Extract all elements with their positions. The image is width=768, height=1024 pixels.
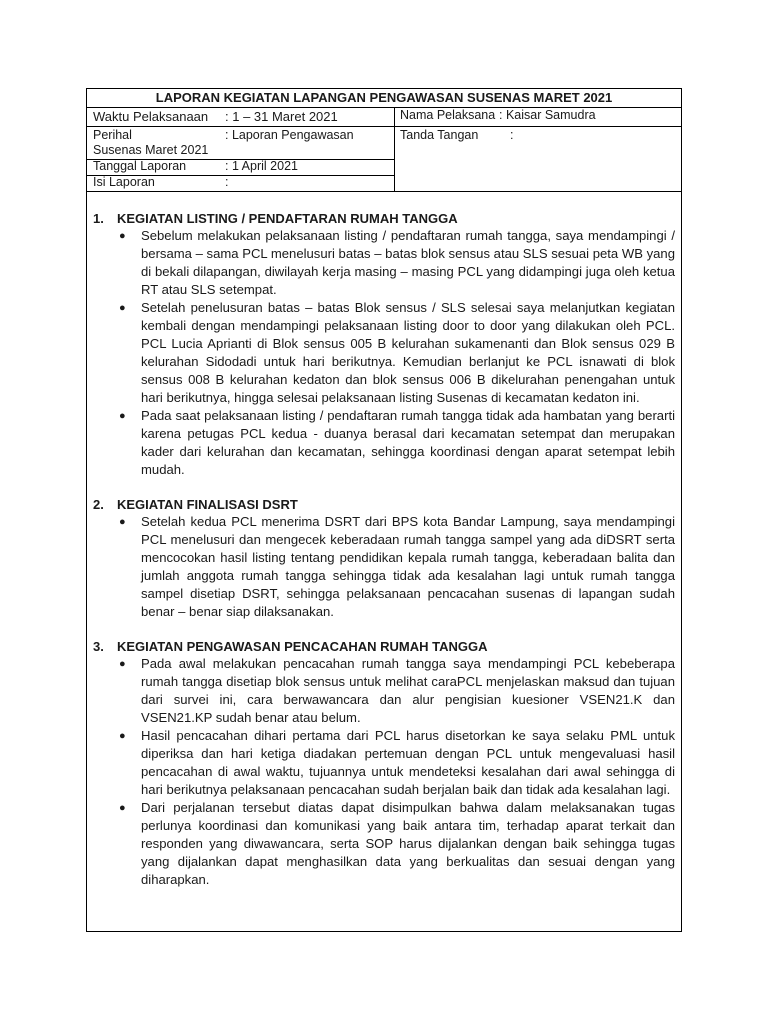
isi-value: : bbox=[225, 175, 229, 189]
list-item-text: Dari perjalanan tersebut diatas dapat disimpulkan bahwa dalam melaksanakan tugas perlunya koordinasi dan komunikasi yang baik antara tim, terhadap aparat terkait dan responden yang diwawancara, serta SOP harus dijalankan dengan baik sehingga tugas yang dijalankan dapat menghasilkan data yang berkualitas dan sesuai dengan yang diharapkan. bbox=[141, 800, 675, 887]
bullet-list bbox=[93, 513, 675, 621]
isi-row bbox=[87, 175, 394, 191]
bullet-icon: ● bbox=[119, 658, 126, 670]
waktu-label: Waktu Pelaksanaan bbox=[93, 109, 209, 124]
list-item bbox=[93, 407, 675, 479]
tanda-tangan-row bbox=[394, 126, 681, 191]
section-title-text: KEGIATAN LISTING / PENDAFTARAN RUMAH TANGGA bbox=[117, 211, 458, 226]
bullet-list bbox=[93, 227, 675, 479]
tanda-tangan-value: : bbox=[510, 128, 514, 142]
perihal-continuation: Susenas Maret 2021 bbox=[93, 143, 209, 157]
waktu-row bbox=[87, 107, 394, 126]
section-title bbox=[93, 496, 675, 513]
nama-label: Nama Pelaksana bbox=[400, 108, 496, 122]
tanggal-row bbox=[87, 159, 394, 175]
section-number: 2. bbox=[93, 497, 104, 512]
list-item bbox=[93, 299, 675, 407]
section-number: 3. bbox=[93, 639, 104, 654]
report-content bbox=[93, 210, 675, 906]
list-item-text: Pada awal melakukan pencacahan rumah tangga saya mendampingi PCL kebeberapa rumah tangga disetiap blok sensus untuk melihat caraPCL menjelaskan maksud dan tujuan dari survei ini, cara berwawancara dan alur pengisian kuesioner VSEN21.K dan VSEN21.KP sudah benar atau belum. bbox=[141, 656, 675, 725]
bullet-icon: ● bbox=[119, 730, 126, 742]
list-item bbox=[93, 727, 675, 799]
section-title bbox=[93, 210, 675, 227]
section-title-text: KEGIATAN PENGAWASAN PENCACAHAN RUMAH TANGGA bbox=[117, 639, 488, 654]
list-item-text: Pada saat pelaksanaan listing / pendaftaran rumah tangga tidak ada hambatan yang berarti karena petugas PCL kedua - duanya berasal dari kecamatan setempat dan merupakan kader dari kelurahan dan kecamatan, sehingga koordinasi dengan aparat setempat lebih mudah. bbox=[141, 408, 675, 477]
section-pencacahan bbox=[93, 638, 675, 889]
perihal-value: : Laporan Pengawasan bbox=[225, 128, 354, 142]
bullet-icon: ● bbox=[119, 802, 126, 814]
list-item bbox=[93, 513, 675, 621]
list-item-text: Hasil pencacahan dihari pertama dari PCL harus disetorkan ke saya selaku PML untuk diperiksa dan hari ketiga diadakan pertemuan dengan PCL untuk mengevaluasi hasil pencacahan di awal waktu, tujuannya untuk mendeteksi kesalahan dari awal sehingga di hari berikutnya pelaksanaan pencacahan sudah berjalan baik dan tidak ada kesalahan lagi. bbox=[141, 728, 675, 797]
section-listing bbox=[93, 210, 675, 479]
list-item bbox=[93, 227, 675, 299]
bullet-list bbox=[93, 655, 675, 889]
isi-label: Isi Laporan bbox=[93, 175, 155, 189]
report-frame bbox=[86, 88, 682, 932]
bullet-icon: ● bbox=[119, 230, 126, 242]
bullet-icon: ● bbox=[119, 516, 126, 528]
bullet-icon: ● bbox=[119, 410, 126, 422]
section-title bbox=[93, 638, 675, 655]
nama-row bbox=[394, 107, 681, 126]
list-item-text: Setelah kedua PCL menerima DSRT dari BPS kota Bandar Lampung, saya mendampingi PCL menelusuri dan mengecek keberadaan rumah tangga sampel yang ada diDSRT serta mencocokan hasil listing tentang pendidikan kepala rumah tangga, keberadaan balita dan jumlah anggota rumah tangga sehingga tidak ada kesalahan lagi untuk rumah tangga sampel disetiap DSRT, sehingga pelaksanaan pencacahan susenas di lapangan sudah benar – benar siap dilaksanakan. bbox=[141, 514, 675, 619]
report-title: LAPORAN KEGIATAN LAPANGAN PENGAWASAN SUSENAS MARET 2021 bbox=[87, 89, 681, 108]
perihal-row bbox=[87, 126, 394, 159]
list-item bbox=[93, 655, 675, 727]
list-item-text: Sebelum melakukan pelaksanaan listing / pendaftaran rumah tangga, saya mendampingi / bersama – sama PCL menelusuri batas – batas blok sensus atau SLS sesuai peta WB yang di bekali dilapangan, diwilayah kerja masing – masing PCL yang didampingi juga oleh ketua RT atau SLS setempat. bbox=[141, 228, 675, 297]
waktu-value: : 1 – 31 Maret 2021 bbox=[225, 109, 338, 124]
list-item-text: Setelah penelusuran batas – batas Blok sensus / SLS selesai saya melanjutkan kegiatan kembali dengan mendampingi pelaksanaan listing door to door yang dilakukan oleh PCL. PCL Lucia Aprianti di Blok sensus 005 B kelurahan sukamenanti dan Blok sensus 029 B kelurahan Sidodadi untuk hari berikutnya. Kemudian berlanjut ke PCL isnawati di blok sensus 008 B kelurahan kedaton dan blok sensus 006 B dikelurahan penengahan untuk hari berikutnya, hingga selesai pelaksanaan listing Susenas di kecamatan kedaton ini. bbox=[141, 300, 675, 405]
nama-value: : Kaisar Samudra bbox=[499, 108, 596, 122]
section-number: 1. bbox=[93, 211, 104, 226]
tanggal-label: Tanggal Laporan bbox=[93, 159, 187, 173]
tanda-tangan-label: Tanda Tangan bbox=[400, 128, 479, 142]
bullet-icon: ● bbox=[119, 302, 126, 314]
section-title-text: KEGIATAN FINALISASI DSRT bbox=[117, 497, 298, 512]
tanggal-value: : 1 April 2021 bbox=[225, 159, 298, 173]
list-item bbox=[93, 799, 675, 889]
perihal-label: Perihal bbox=[93, 128, 132, 142]
header-bottom-divider bbox=[87, 191, 681, 192]
section-finalisasi bbox=[93, 496, 675, 621]
